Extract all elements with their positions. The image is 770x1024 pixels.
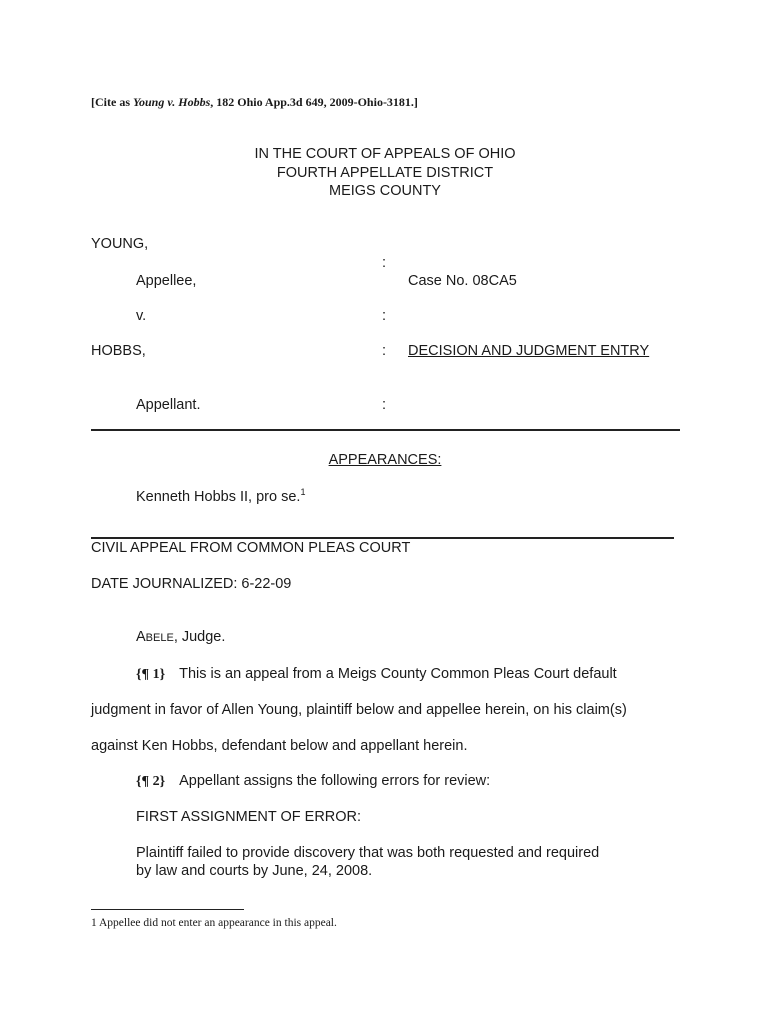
citation-prefix: [Cite as	[91, 95, 133, 109]
court-name: IN THE COURT OF APPEALS OF OHIO	[254, 146, 516, 162]
date-journalized: DATE JOURNALIZED: 6-22-09	[91, 576, 292, 592]
appearances-heading: APPEARANCES:	[328, 452, 442, 468]
counsel-name: Kenneth Hobbs II, pro se.	[136, 488, 301, 505]
court-district: FOURTH APPELLATE DISTRICT	[276, 165, 494, 181]
appearances-divider	[91, 537, 674, 539]
judge-line	[136, 629, 225, 645]
citation-suffix: , 182 Ohio App.3d 649, 2009-Ohio-3181.]	[210, 95, 418, 109]
case-number: Case No. 08CA5	[408, 273, 517, 289]
assignment-heading: FIRST ASSIGNMENT OF ERROR:	[136, 809, 362, 825]
footnote-reference: 1	[300, 487, 306, 497]
caption-colon: :	[382, 343, 387, 359]
versus: v.	[136, 308, 147, 324]
paragraph-1-text: This is an appeal from a Meigs County Common Pleas Court default	[179, 666, 617, 682]
footnote-divider	[91, 909, 244, 910]
caption-colon: :	[382, 255, 387, 271]
caption-divider	[91, 429, 680, 431]
counsel-line	[136, 487, 305, 505]
paragraph-2-mark: {¶ 2}	[136, 774, 166, 789]
paragraph-2-line-1	[136, 773, 490, 790]
defendant-role: Appellant.	[136, 397, 201, 413]
judge-initial: A	[136, 629, 146, 645]
citation	[91, 95, 418, 110]
citation-case-name: Young v. Hobbs	[133, 95, 211, 109]
paragraph-1-line-1	[136, 666, 617, 683]
appeal-type: CIVIL APPEAL FROM COMMON PLEAS COURT	[91, 540, 411, 556]
court-county: MEIGS COUNTY	[329, 183, 441, 199]
caption-colon: :	[382, 397, 387, 413]
caption-colon: :	[382, 308, 387, 324]
entry-title: DECISION AND JUDGMENT ENTRY	[408, 343, 650, 359]
paragraph-1-mark: {¶ 1}	[136, 667, 166, 682]
paragraph-2-text: Appellant assigns the following errors for review:	[179, 773, 491, 789]
defendant-name: HOBBS,	[91, 343, 146, 359]
judge-name-rest: BELE	[145, 632, 174, 644]
assignment-line-2: by law and courts by June, 24, 2008.	[136, 863, 373, 879]
plaintiff-role: Appellee,	[136, 273, 197, 289]
judge-suffix: , Judge.	[173, 629, 226, 645]
footnote-text: 1 Appellee did not enter an appearance in this appeal.	[91, 917, 337, 929]
assignment-line-1: Plaintiff failed to provide discovery that was both requested and required	[136, 845, 600, 861]
paragraph-1-line-3: against Ken Hobbs, defendant below and appellant herein.	[91, 738, 468, 754]
plaintiff-name: YOUNG,	[91, 236, 149, 252]
paragraph-1-line-2: judgment in favor of Allen Young, plaintiff below and appellee herein, on his claim(s)	[91, 702, 627, 718]
